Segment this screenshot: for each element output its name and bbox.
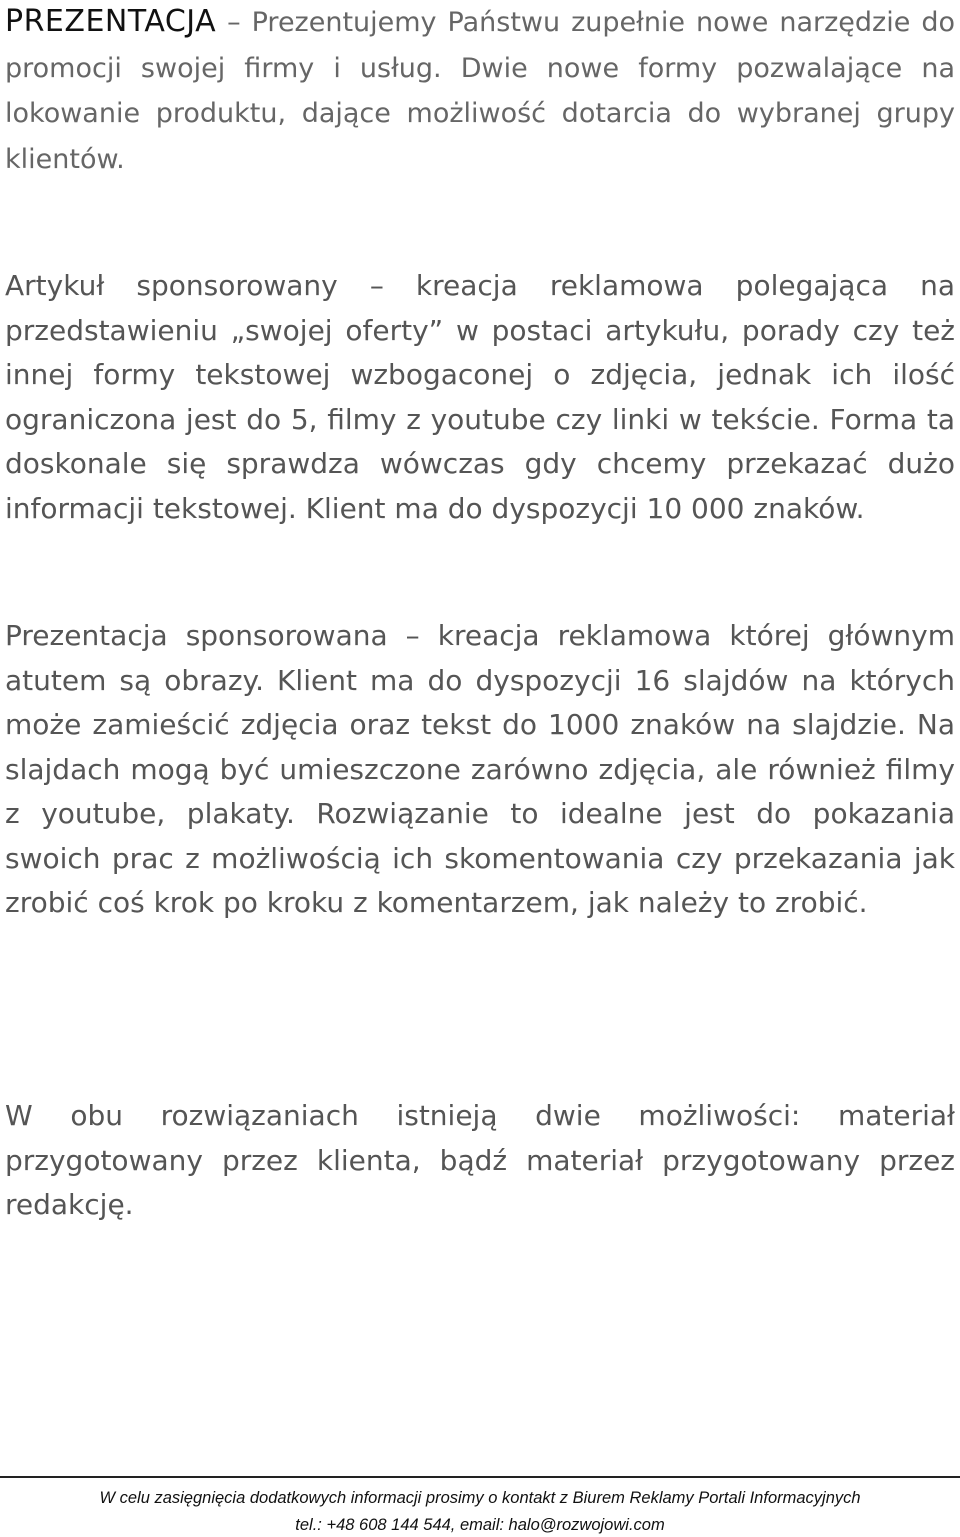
footer-contact-details: tel.: +48 608 144 544, email: halo@rozwojowi.com	[295, 1516, 665, 1534]
intro-dash: –	[216, 7, 252, 38]
intro-paragraph	[5, 0, 955, 182]
article-paragraph: Artykuł sponsorowany – kreacja reklamowa polegająca na przedstawieniu „swojej oferty” w postaci artykułu, porady czy też innej formy tekstowej wzbogaconej o zdjęcia, jednak ich ilość ograniczona jest do 5, filmy z youtube czy linki w tekście. Forma ta doskonale się sprawdza wówczas gdy chcemy przekazać dużo informacji tekstowej. Klient ma do dyspozycji 10 000 znaków.	[5, 269, 955, 525]
options-paragraph: W obu rozwiązaniach istnieją dwie możliwości: materiał przygotowany przez klienta, bądź materiał przygotowany przez redakcję.	[5, 1099, 955, 1221]
presentation-paragraph: Prezentacja sponsorowana – kreacja reklamowa której głównym atutem są obrazy. Klient ma do dyspozycji 16 slajdów na których może zamieścić zdjęcia oraz tekst do 1000 znaków na slajdzie. Na slajdach mogą być umieszczone zarówno zdjęcia, ale również filmy z youtube, plakaty. Rozwiązanie to idealne jest do pokazania swoich prac z możliwością ich skomentowania czy przekazania jak zrobić coś krok po kroku z komentarzem, jak należy to zrobić.	[5, 619, 955, 919]
footer-divider	[0, 1476, 960, 1478]
footer-contact-info: W celu zasięgnięcia dodatkowych informacji prosimy o kontakt z Biurem Reklamy Portali Informacyjnych	[99, 1489, 861, 1507]
page-title: PREZENTACJA	[5, 4, 217, 39]
intro-text: Prezentujemy Państwu zupełnie nowe narzędzie do promocji swojej firmy i usług. Dwie nowe formy pozwalające na lokowanie produktu, dające możliwość dotarcia do wybranej grupy klientów.	[5, 7, 955, 175]
